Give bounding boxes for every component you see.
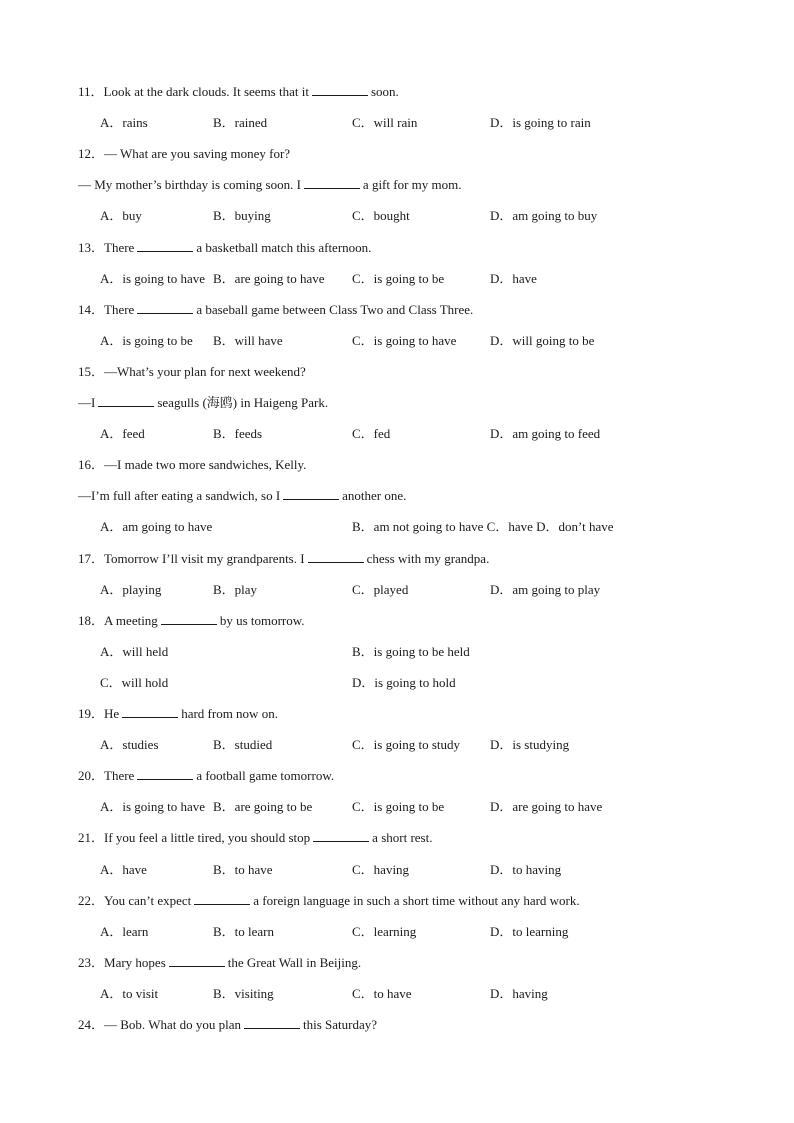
option-d[interactable]: D．to learning (490, 923, 569, 939)
option-c[interactable]: C．is going to study (352, 737, 460, 753)
stem-text: — What are you saving money for? (104, 146, 291, 162)
option-d[interactable]: D．to having (490, 861, 562, 877)
stem-text: If you feel a little tired, you should stop (104, 830, 311, 846)
stem-text: —What’s your plan for next weekend? (104, 363, 306, 379)
stem-text: this Saturday? (303, 1017, 378, 1032)
stem-text: There (104, 301, 135, 317)
option-a[interactable]: A．is going to have (100, 270, 206, 286)
stem-text: A meeting (104, 612, 158, 628)
question-number: 14． (78, 301, 105, 317)
answer-blank[interactable] (313, 830, 369, 842)
option-d[interactable]: D．am going to play (490, 581, 601, 597)
option-b[interactable]: B．is going to be held (352, 643, 470, 659)
stem-text: a short rest. (372, 830, 433, 846)
answer-blank[interactable] (98, 395, 154, 407)
stem-text: —I’m full after eating a sandwich, so I (78, 488, 281, 504)
question-number: 18． (78, 612, 105, 628)
option-a[interactable]: A．learn (100, 923, 149, 939)
option-a[interactable]: A．playing (100, 581, 162, 597)
options-row (100, 519, 760, 535)
options-row (100, 208, 760, 224)
question-number: 24． (78, 1017, 105, 1032)
option-b[interactable]: B．play (213, 581, 258, 597)
stem-text: by us tomorrow. (219, 612, 305, 628)
options-row (100, 924, 760, 940)
question-stem (78, 84, 399, 100)
option-b[interactable]: B．to have (213, 861, 273, 877)
option-b[interactable]: B．are going to be (213, 799, 313, 815)
options-row (100, 675, 760, 691)
question-stem (78, 488, 406, 504)
option-d[interactable]: D．is studying (490, 737, 570, 753)
question-stem (78, 768, 334, 784)
stem-text: another one. (342, 488, 407, 504)
option-b[interactable]: B．buying (213, 208, 271, 224)
question-number: 20． (78, 768, 105, 784)
question-number: 12． (78, 146, 105, 162)
option-d[interactable]: D．are going to have (490, 799, 603, 815)
question-stem (78, 177, 462, 193)
option-d[interactable]: D．will going to be (490, 332, 595, 348)
option-a[interactable]: A．is going to be (100, 332, 193, 348)
options-row (100, 986, 760, 1002)
question-number: 13． (78, 239, 105, 255)
question-stem (78, 551, 489, 567)
options-row (100, 271, 760, 287)
option-a[interactable]: A．am going to have (100, 519, 213, 535)
stem-text: soon. (370, 84, 399, 99)
option-b[interactable]: B．are going to have (213, 270, 325, 286)
answer-blank[interactable] (312, 84, 368, 96)
answer-blank[interactable] (283, 488, 339, 500)
option-b[interactable]: B．rained (213, 115, 268, 131)
question-stem (78, 302, 473, 318)
option-b[interactable]: B．feeds (213, 426, 263, 442)
option-c[interactable]: C．having (352, 861, 410, 877)
question-number: 22． (78, 892, 105, 908)
question-stem (78, 457, 306, 473)
option-a[interactable]: A．to visit (100, 985, 159, 1001)
stem-text: There (104, 239, 135, 255)
question-stem (78, 395, 328, 411)
stem-text: seagulls (海鸥) in Haigeng Park. (157, 395, 329, 410)
options-row (100, 115, 760, 131)
option-c[interactable]: C．is going to be (352, 270, 445, 286)
option-a[interactable]: A．buy (100, 208, 142, 224)
answer-blank[interactable] (304, 177, 360, 189)
question-stem (78, 240, 371, 256)
answer-blank[interactable] (137, 768, 193, 780)
stem-text: — My mother’s birthday is coming soon. I (78, 177, 301, 193)
option-b[interactable]: B．will have (213, 332, 283, 348)
stem-text: He (104, 706, 120, 721)
stem-text: There (104, 768, 135, 784)
answer-blank[interactable] (169, 955, 225, 967)
question-number: 11． (78, 84, 104, 99)
options-row (100, 737, 760, 753)
answer-blank[interactable] (137, 302, 193, 314)
option-c[interactable]: C．learning (352, 923, 417, 939)
option-d[interactable]: D．having (490, 985, 548, 1001)
question-stem (78, 893, 580, 909)
stem-text: hard from now on. (181, 706, 278, 721)
question-number: 15． (78, 363, 105, 379)
option-a[interactable]: A．feed (100, 426, 145, 442)
option-c[interactable]: C．fed (352, 426, 391, 442)
question-stem (78, 706, 278, 722)
option-a[interactable]: A．have (100, 861, 147, 877)
option-a[interactable]: A．will held (100, 643, 169, 659)
option-b[interactable]: B．am not going to have C．have D．don’t have (352, 519, 614, 535)
option-c[interactable]: C．played (352, 581, 409, 597)
question-number: 23． (78, 954, 105, 970)
question-number: 17． (78, 550, 105, 566)
question-stem (78, 146, 290, 162)
stem-text: a foreign language in such a short time without any hard work. (253, 892, 580, 908)
stem-text: —I made two more sandwiches, Kelly. (104, 457, 307, 473)
question-number: 19． (78, 706, 105, 721)
options-row (100, 644, 760, 660)
option-a[interactable]: A．studies (100, 737, 159, 753)
stem-text: a baseball game between Class Two and Class Three. (196, 301, 474, 317)
question-number: 21． (78, 830, 105, 846)
option-d[interactable]: D．is going to hold (352, 674, 456, 690)
stem-text: You can’t expect (104, 892, 192, 908)
option-c[interactable]: C．will hold (100, 674, 169, 690)
question-stem (78, 1017, 377, 1033)
options-row (100, 799, 760, 815)
answer-blank[interactable] (161, 613, 217, 625)
option-b[interactable]: B．to learn (213, 923, 275, 939)
options-row (100, 426, 760, 442)
question-stem (78, 955, 361, 971)
question-stem (78, 613, 305, 629)
option-c[interactable]: C．bought (352, 208, 410, 224)
question-number: 16． (78, 457, 105, 473)
question-stem (78, 364, 306, 380)
option-d[interactable]: D．is going to rain (490, 115, 591, 131)
stem-text: the Great Wall in Beijing. (227, 954, 362, 970)
stem-text: chess with my grandpa. (366, 550, 490, 566)
answer-blank[interactable] (194, 893, 250, 905)
answer-blank[interactable] (244, 1017, 300, 1029)
stem-text: — Bob. What do you plan (104, 1017, 241, 1032)
stem-text: a gift for my mom. (362, 177, 462, 193)
question-stem (78, 830, 432, 846)
answer-blank[interactable] (122, 706, 178, 718)
stem-text: —I (78, 395, 96, 410)
option-b[interactable]: B．visiting (213, 985, 274, 1001)
answer-blank[interactable] (308, 551, 364, 563)
options-row (100, 582, 760, 598)
options-row (100, 333, 760, 349)
option-d[interactable]: D．have (490, 270, 537, 286)
option-c[interactable]: C．will rain (352, 115, 418, 131)
option-b[interactable]: B．studied (213, 737, 273, 753)
option-a[interactable]: A．is going to have (100, 799, 206, 815)
options-row (100, 862, 760, 878)
stem-text: a football game tomorrow. (196, 768, 335, 784)
option-d[interactable]: D．am going to feed (490, 426, 601, 442)
answer-blank[interactable] (137, 240, 193, 252)
option-c[interactable]: C．to have (352, 985, 412, 1001)
option-a[interactable]: A．rains (100, 115, 148, 131)
stem-text: Tomorrow I’ll visit my grandparents. I (104, 550, 305, 566)
option-c[interactable]: C．is going to be (352, 799, 445, 815)
stem-text: Mary hopes (104, 954, 166, 970)
option-d[interactable]: D．am going to buy (490, 208, 598, 224)
stem-text: Look at the dark clouds. It seems that it (103, 84, 309, 99)
stem-text: a basketball match this afternoon. (196, 239, 372, 255)
option-c[interactable]: C．is going to have (352, 332, 457, 348)
